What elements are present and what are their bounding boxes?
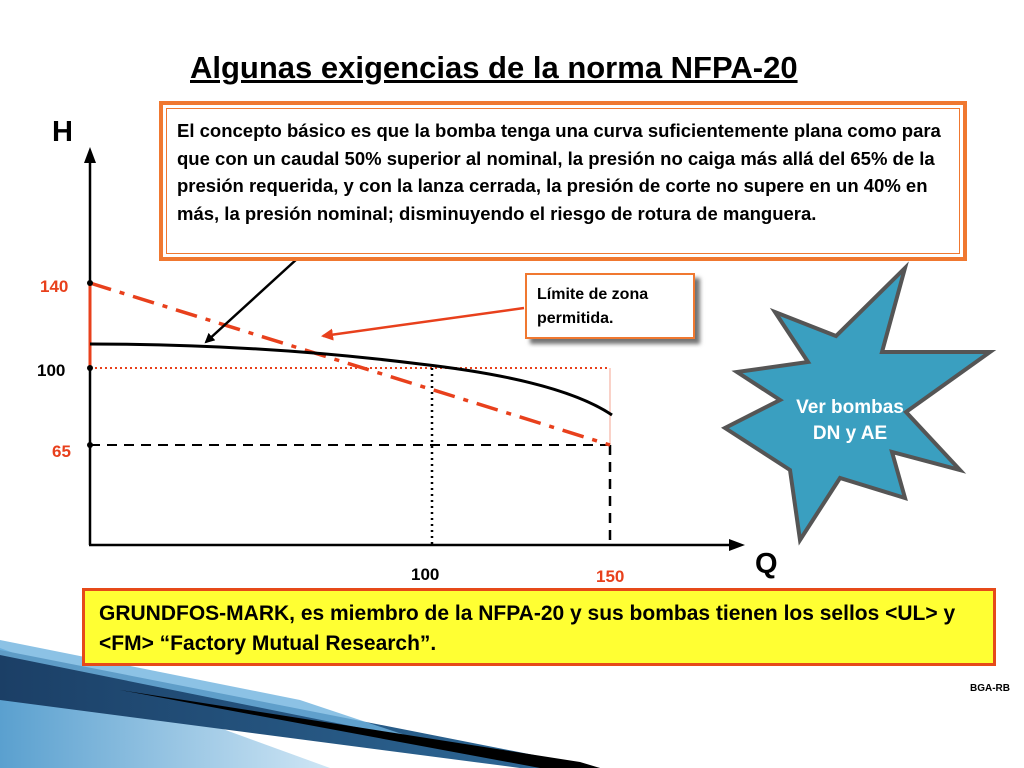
concept-callout-text: El concepto básico es que la bomba tenga una curva suficientemente plana como para que con un caudal 50% superior al nominal, la presión no caiga más allá del 65% de la presión requerida, y con la lanza cerrada, la presión de corte no supere en un 40% en más, la presión nominal; disminuyendo el riesgo de rotura de manguera. (166, 108, 960, 254)
concept-callout (159, 101, 967, 261)
footer-credit: BGA-RB (970, 683, 1010, 694)
tick-x-100: 100 (411, 565, 440, 584)
grundfos-note: GRUNDFOS-MARK, es miembro de la NFPA-20 y sus bombas tienen los sellos <UL> y <FM> “Factory Mutual Research”. (82, 588, 996, 666)
tick-y-65: 65 (52, 442, 71, 461)
y-axis-label: H (52, 116, 73, 148)
starburst-label[interactable] (770, 395, 930, 447)
point-100 (87, 365, 93, 371)
x-axis-label: Q (755, 548, 778, 580)
point-65 (87, 442, 93, 448)
starburst-line-1: Ver bombas (796, 397, 904, 418)
starburst-line-2: DN y AE (812, 423, 888, 444)
y-axis-arrowhead (84, 147, 96, 163)
limit-pointer-arrow (323, 308, 524, 336)
x-axis-arrowhead (729, 539, 745, 551)
point-140 (87, 280, 93, 286)
pump-curve (90, 344, 612, 415)
tick-y-140: 140 (40, 277, 69, 296)
tick-x-150: 150 (596, 567, 625, 586)
limit-callout: Límite de zona permitida. (525, 273, 695, 339)
tick-y-100: 100 (37, 361, 66, 380)
callout-pointer-arrow (206, 258, 298, 342)
page-title: Algunas exigencias de la norma NFPA-20 (190, 50, 798, 85)
